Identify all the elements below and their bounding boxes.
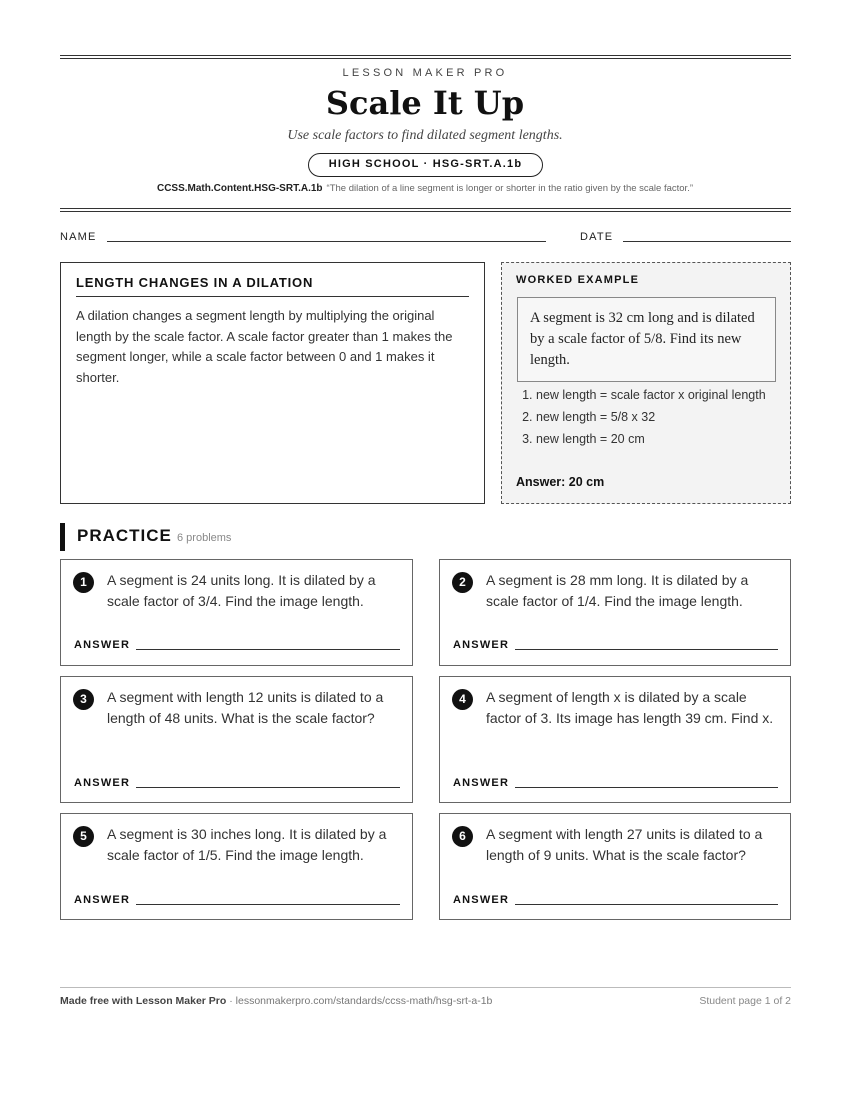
answer-label: ANSWER <box>74 894 131 906</box>
date-field[interactable] <box>623 241 791 242</box>
problem-card <box>60 813 413 920</box>
footer-made-with: Made free with Lesson Maker Pro <box>60 995 227 1007</box>
problem-text: A segment with length 12 units is dilated to a length of 48 units. What is the scale factor? <box>107 689 384 726</box>
problem-text: A segment is 28 mm long. It is dilated by a scale factor of 1/4. Find the image length. <box>486 572 749 609</box>
problem-number: 3 <box>73 689 94 710</box>
concept-body: A dilation changes a segment length by multiplying the original length by the scale factor. A scale factor greater than 1 makes the segment longer, while a scale factor between 0 and 1 makes it shorter. <box>76 308 453 385</box>
answer-label: ANSWER <box>74 777 131 789</box>
name-field[interactable] <box>107 241 546 242</box>
standard-quote: “The dilation of a line segment is longer or shorter in the ratio given by the scale factor.” <box>326 183 694 194</box>
problem-card <box>439 559 791 666</box>
brand-name: LESSON MAKER PRO <box>342 67 508 79</box>
problem-number: 5 <box>73 826 94 847</box>
worked-example-step: 3. new length = 20 cm <box>536 429 778 449</box>
answer-label: ANSWER <box>74 639 131 651</box>
footer-page-number: Student page 1 of 2 <box>699 995 791 1007</box>
practice-title: PRACTICE <box>77 526 172 545</box>
practice-accent-bar <box>60 523 65 551</box>
answer-field[interactable] <box>136 787 400 788</box>
answer-field[interactable] <box>515 904 778 905</box>
grade-standard-badge: HIGH SCHOOL · HSG-SRT.A.1b <box>308 153 543 177</box>
answer-field[interactable] <box>515 787 778 788</box>
practice-count: 6 problems <box>177 532 232 544</box>
answer-field[interactable] <box>515 649 778 650</box>
problem-number: 6 <box>452 826 473 847</box>
footer-credit <box>60 995 492 1007</box>
concept-box <box>60 262 485 504</box>
answer-field[interactable] <box>136 649 400 650</box>
problem-text: A segment is 24 units long. It is dilated by a scale factor of 3/4. Find the image length. <box>107 572 376 609</box>
worked-example-steps <box>516 385 778 451</box>
worked-example-step: 1. new length = scale factor x original length <box>536 385 778 405</box>
worked-example-step: 2. new length = 5/8 x 32 <box>536 407 778 427</box>
standard-line <box>0 183 850 194</box>
answer-field[interactable] <box>136 904 400 905</box>
problem-text: A segment with length 27 units is dilated to a length of 9 units. What is the scale factor? <box>486 826 763 863</box>
answer-label: ANSWER <box>453 777 510 789</box>
problem-number: 4 <box>452 689 473 710</box>
worked-example-box <box>501 262 791 504</box>
worked-example-problem: A segment is 32 cm long and is dilated by a scale factor of 5/8. Find its new length. <box>517 297 776 382</box>
header-bottom-rule <box>60 208 791 212</box>
worked-example-heading: WORKED EXAMPLE <box>516 274 640 286</box>
problem-card <box>439 676 791 803</box>
problem-card <box>60 559 413 666</box>
header-top-rule <box>60 55 791 59</box>
concept-heading: LENGTH CHANGES IN A DILATION <box>76 275 469 297</box>
problem-number: 1 <box>73 572 94 593</box>
page-subtitle: Use scale factors to find dilated segment lengths. <box>287 128 563 143</box>
date-label: DATE <box>580 231 614 243</box>
footer-rule <box>60 987 791 988</box>
answer-label: ANSWER <box>453 639 510 651</box>
footer-url: · lessonmakerpro.com/standards/ccss-math/hsg-srt-a-1b <box>226 995 493 1007</box>
problem-number: 2 <box>452 572 473 593</box>
problem-card <box>60 676 413 803</box>
worked-example-answer: Answer: 20 cm <box>516 475 605 489</box>
problem-text: A segment is 30 inches long. It is dilated by a scale factor of 1/5. Find the image length. <box>107 826 387 863</box>
answer-label: ANSWER <box>453 894 510 906</box>
problem-card <box>439 813 791 920</box>
standard-code: CCSS.Math.Content.HSG-SRT.A.1b <box>156 183 323 194</box>
page-title: Scale It Up <box>325 84 525 122</box>
name-label: NAME <box>60 231 97 243</box>
problem-text: A segment of length x is dilated by a scale factor of 3. Its image has length 39 cm. Find x. <box>486 689 774 726</box>
